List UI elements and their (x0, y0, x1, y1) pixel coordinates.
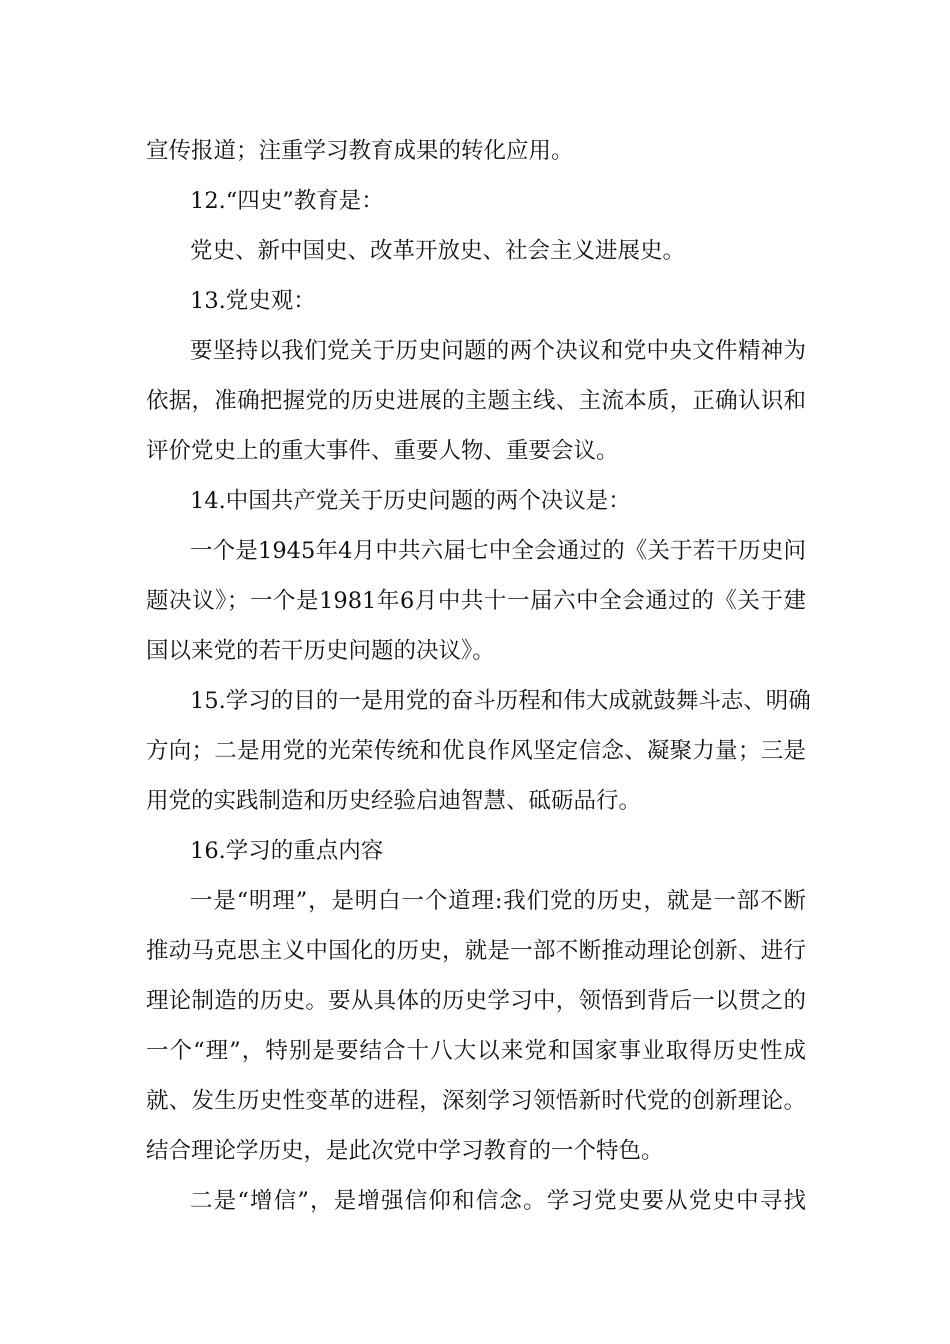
text-line: 理论制造的历史。要从具体的历史学习中，领悟到背后一以贯之的 (146, 988, 806, 1014)
text-line: 结合理论学历史，是此次党中学习教育的一个特色。 (146, 1138, 664, 1164)
item-heading-12: 12.“四史”教育是： (190, 188, 384, 214)
item-heading-16: 16.学习的重点内容 (190, 838, 384, 864)
text-line: 要坚持以我们党关于历史问题的两个决议和党中央文件精神为 (190, 338, 806, 364)
text-line: 题决议》；一个是1981年6月中共十一届六中全会通过的《关于建 (146, 588, 806, 614)
item-heading-14: 14.中国共产党关于历史问题的两个决议是： (190, 488, 631, 514)
text-line: 评价党史上的重大事件、重要人物、重要会议。 (146, 438, 619, 464)
item-heading-15: 15.学习的目的一是用党的奋斗历程和伟大成就鼓舞斗志、明确 (190, 688, 811, 714)
text-line: 依据，准确把握党的历史进展的主题主线、主流本质，正确认识和 (146, 388, 806, 414)
text-line: 一是“明理”，是明白一个道理:我们党的历史，就是一部不断 (190, 888, 806, 914)
text-line: 方向；二是用党的光荣传统和优良作风坚定信念、凝聚力量；三是 (146, 738, 806, 764)
text-line: 二是“增信”，是增强信仰和信念。学习党史要从党史中寻找 (190, 1188, 806, 1214)
text-line: 就、发生历史性变革的进程，深刻学习领悟新时代党的创新理论。 (146, 1088, 806, 1114)
text-line: 一个是1945年4月中共六届七中全会通过的《关于若干历史问 (190, 538, 806, 564)
item-heading-13: 13.党史观： (190, 288, 316, 314)
text-line: 党史、新中国史、改革开放史、社会主义进展史。 (190, 238, 686, 264)
text-line: 一个“理”，特别是要结合十八大以来党和国家事业取得历史性成 (146, 1038, 806, 1064)
text-line: 用党的实践制造和历史经验启迪智慧、砥砺品行。 (146, 788, 642, 814)
text-line: 宣传报道；注重学习教育成果的转化应用。 (146, 138, 574, 164)
text-line: 国以来党的若干历史问题的决议》。 (146, 638, 495, 664)
text-line: 推动马克思主义中国化的历史，就是一部不断推动理论创新、进行 (146, 938, 806, 964)
